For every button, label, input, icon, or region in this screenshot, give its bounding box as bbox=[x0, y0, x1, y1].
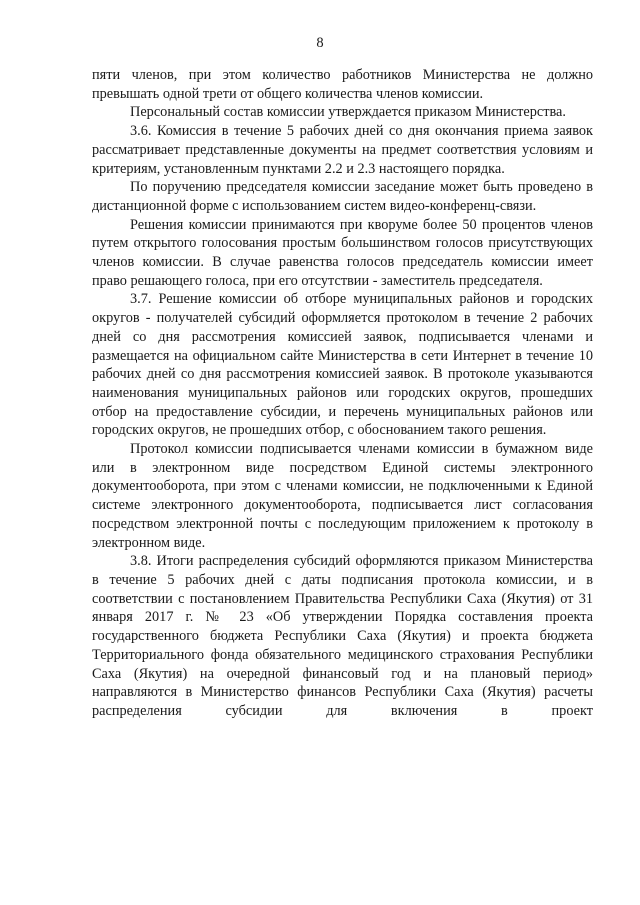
document-body bbox=[92, 66, 593, 721]
paragraph-3-6: 3.6. Комиссия в течение 5 рабочих дней со дня окончания приема заявок рассматривает представленные документы на предмет соответствия условиям и критериям, установленным пунктами 2.2 и 2.3 настоящего порядка. bbox=[92, 123, 593, 177]
paragraph-personal-composition: Персональный состав комиссии утверждается приказом Министерства. bbox=[130, 104, 566, 121]
paragraph-3-7: 3.7. Решение комиссии об отборе муниципальных районов и городских округов - получателей субсидий оформляется протоколом в течение 2 рабочих дней со дня рассмотрения комиссией заявок, подписывается членами и размещается на официальном сайте Министерства в сети Интернет в течение 10 рабочих дней со дня рассмотрения комиссией заявок. В протоколе указываются наименования муниципальных районов или городских округов, прошедших отбор на предоставление субсидии, и перечень муниципальных районов или городских округов, не прошедших отбор, с обоснованием такого решения. bbox=[92, 291, 593, 439]
paragraph-3-8: 3.8. Итоги распределения субсидий оформляются приказом Министерства в течение 5 рабочих дней с даты подписания протокола комиссии, и в соответствии с постановлением Правительства Республики Саха (Якутия) от 31 января 2017 г. № 23 «Об утверждении Порядка составления проекта государственного бюджета Республики Саха (Якутия) и проекта бюджета Территориального фонда обязательного медицинского страхования Республики Саха (Якутия) на очередной финансовый год и на плановый период» направляются в Министерство финансов Республики Саха (Якутия) расчеты распределения субсидии для включения в проект bbox=[92, 553, 593, 719]
paragraph-members-composition: пяти членов, при этом количество работников Министерства не должно превышать одной трети от общего количества членов комиссии. bbox=[92, 67, 593, 102]
page-number: 8 bbox=[316, 35, 324, 51]
paragraph-quorum: Решения комиссии принимаются при кворуме более 50 процентов членов путем открытого голосования простым большинством голосов присутствующих членов комиссии. В случае равенства голосов председатель комиссии имеет право решающего голоса, при его отсутствии - заместитель председателя. bbox=[92, 216, 593, 289]
paragraph-protocol-signing: Протокол комиссии подписывается членами комиссии в бумажном виде или в электронном виде посредством Единой системы электронного документооборота, при этом с членами комиссии, не подключенными к Единой системе электронного документооборота, подписывается лист согласования посредством электронной почты с последующим приложением к протоколу в электронном виде. bbox=[92, 441, 593, 551]
paragraph-remote-meeting: По поручению председателя комиссии заседание может быть проведено в дистанционной форме с использованием систем видео-конференц-связи. bbox=[92, 179, 593, 214]
